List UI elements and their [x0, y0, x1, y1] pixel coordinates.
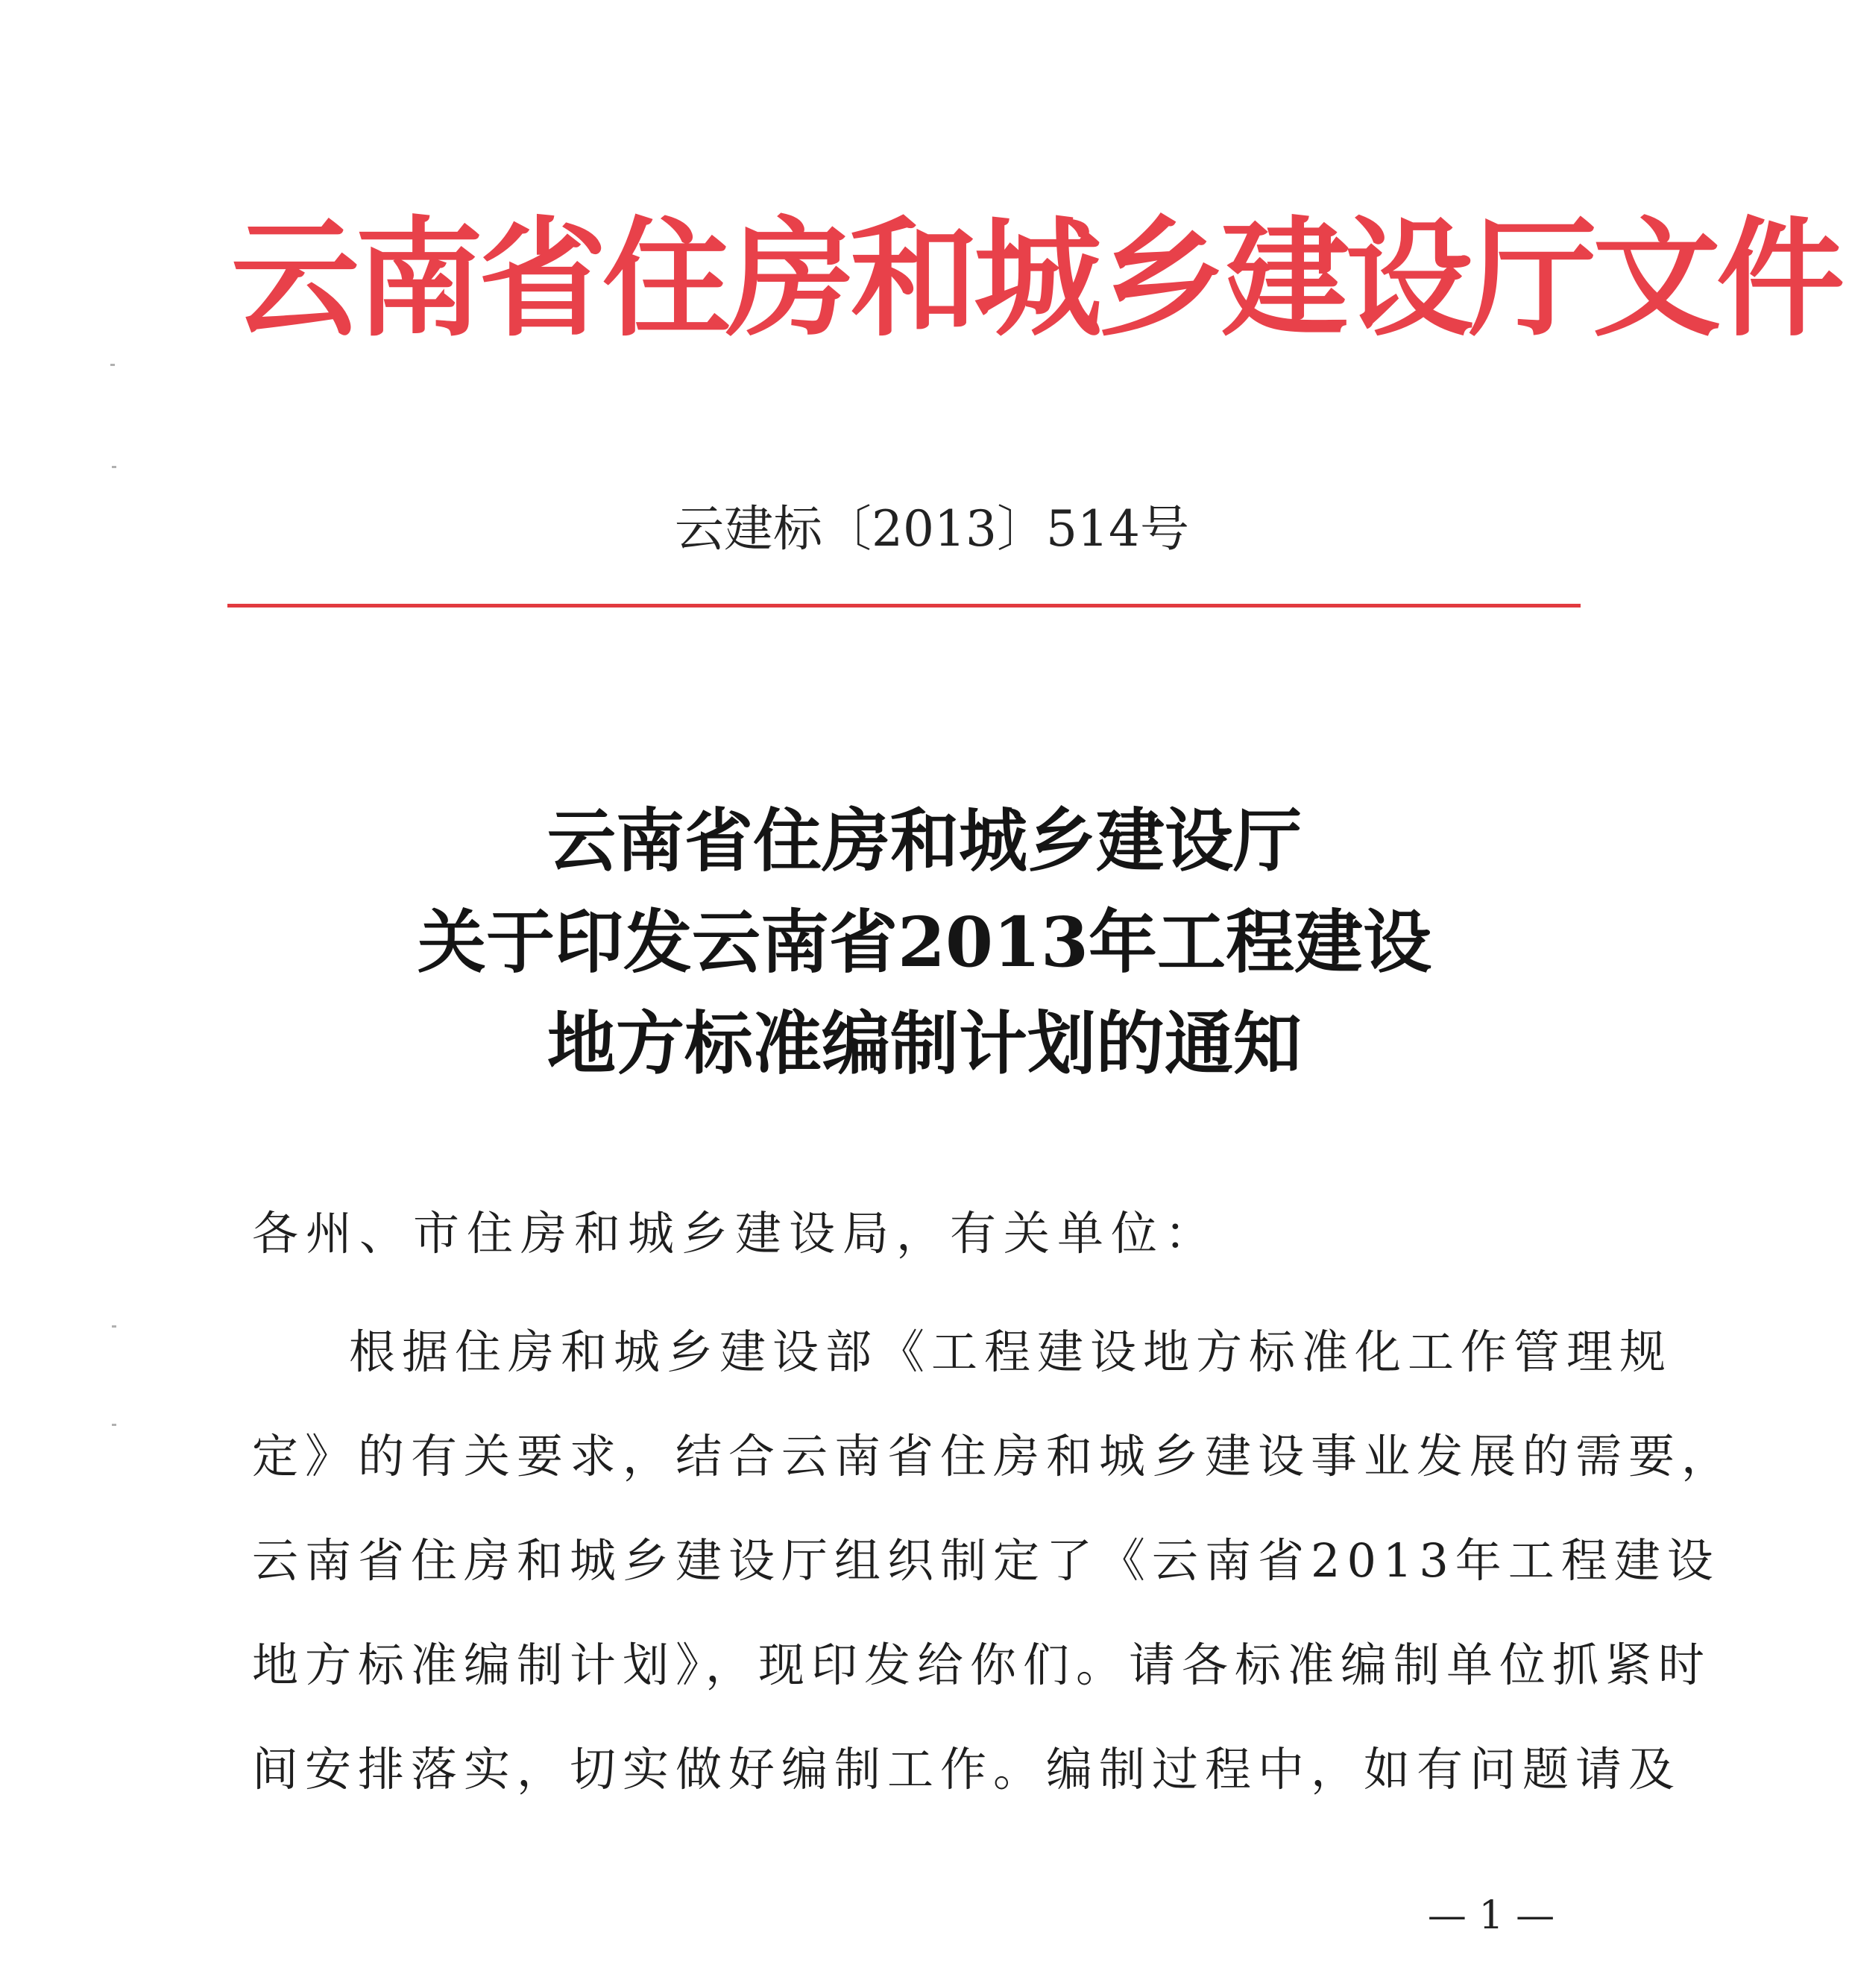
title-line: 关于印发云南省2013年工程建设	[417, 902, 1432, 982]
page-number: — 1 —	[1427, 1893, 1555, 1938]
document-title	[298, 790, 1551, 1094]
scan-speck	[112, 1424, 116, 1426]
body-line: 云南省住房和城乡建设厅组织制定了《云南省2013年工程建设	[252, 1533, 1720, 1588]
body-line: 根据住房和城乡建设部《工程建设地方标准化工作管理规	[349, 1325, 1673, 1379]
body-line: 间安排落实，切实做好编制工作。编制过程中，如有问题请及	[252, 1742, 1682, 1796]
title-line: 云南省住房和城乡建设厅	[546, 801, 1302, 881]
body-text	[252, 1300, 1735, 1822]
scan-speck	[112, 1325, 116, 1328]
body-line: 地方标准编制计划》，现印发给你们。请各标准编制单位抓紧时	[252, 1638, 1712, 1692]
salutation: 各州、市住房和城乡建设局，有关单位：	[252, 1206, 1219, 1260]
document-number: 云建标〔2013〕514号	[675, 500, 1189, 558]
title-line: 地方标准编制计划的通知	[546, 1003, 1302, 1084]
red-separator-line	[227, 604, 1581, 608]
issuer-masthead: 云南省住房和城乡建设厅文件	[231, 204, 1840, 354]
scan-speck	[110, 364, 115, 366]
scan-speck	[112, 466, 116, 468]
body-line: 定》的有关要求，结合云南省住房和城乡建设事业发展的需要，	[252, 1429, 1735, 1483]
